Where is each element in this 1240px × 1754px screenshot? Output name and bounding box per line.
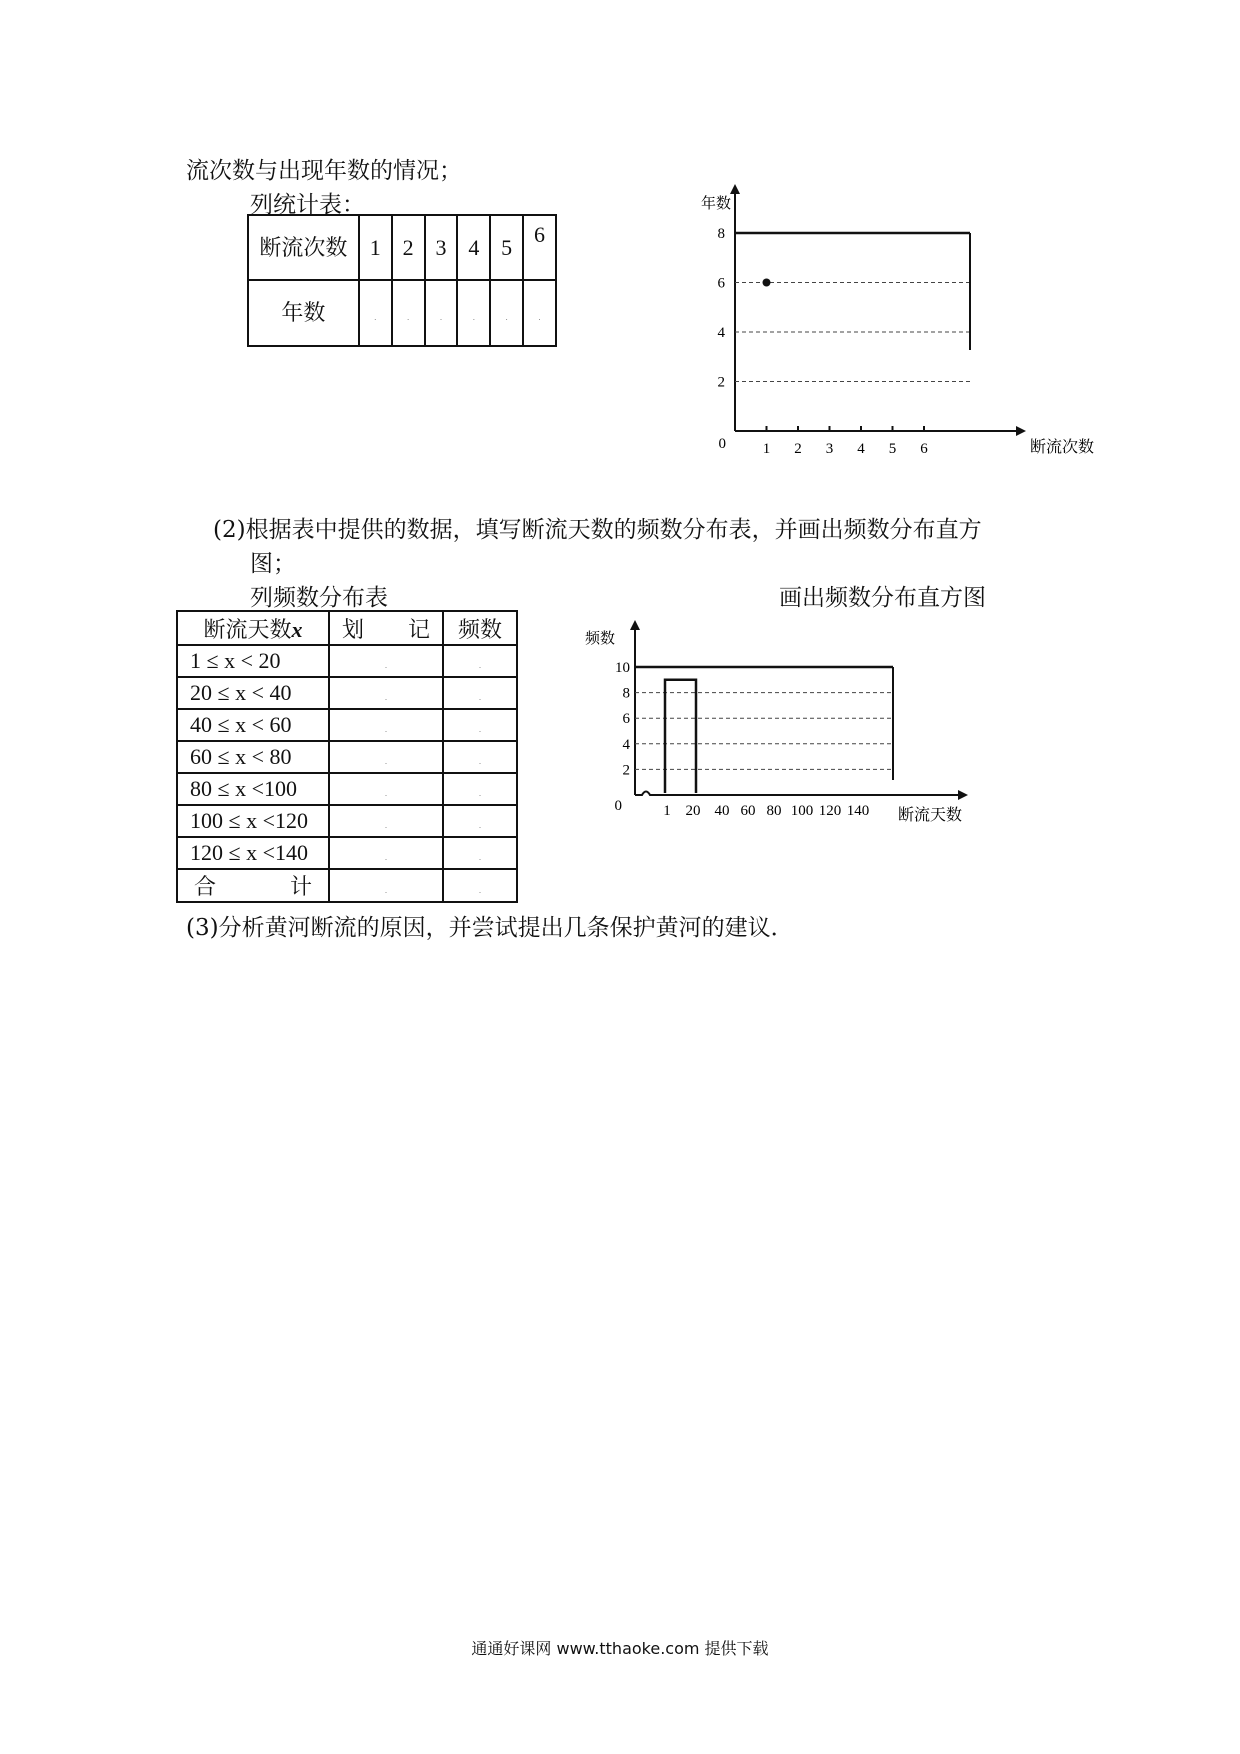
y-tick-label: 4: [622, 736, 630, 753]
cell-empty[interactable]: .: [490, 280, 523, 346]
cell-empty[interactable]: .: [392, 280, 425, 346]
y-tick-label: 2: [622, 762, 630, 779]
x-tick-label: 2: [794, 441, 802, 457]
freq-cell[interactable]: .: [443, 645, 517, 677]
x-tick-label: 4: [857, 441, 865, 457]
row-header-breaks: 断流次数: [248, 215, 359, 280]
question-2-line2: 图；: [250, 551, 296, 577]
freq-cell[interactable]: .: [443, 709, 517, 741]
row-label: 100 ≤ x <120: [177, 805, 329, 837]
row-label: 1 ≤ x < 20: [177, 645, 329, 677]
data-point: [763, 279, 771, 287]
freq-cell[interactable]: .: [443, 837, 517, 869]
x-tick-label: 80: [766, 803, 782, 819]
header-tally: 划 记: [329, 611, 443, 645]
tally-cell[interactable]: .: [329, 773, 443, 805]
cell-empty[interactable]: .: [523, 280, 556, 346]
row-label: 80 ≤ x <100: [177, 773, 329, 805]
stats-table: [247, 214, 557, 347]
y-tick-label: 6: [622, 711, 630, 728]
freq-cell[interactable]: .: [443, 741, 517, 773]
table-caption-1: 列统计表：: [250, 192, 365, 218]
x-tick-label: 20: [685, 803, 701, 819]
y-tick-label: 2: [717, 374, 725, 391]
tally-cell[interactable]: .: [329, 837, 443, 869]
row-label: 120 ≤ x <140: [177, 837, 329, 869]
y-tick-label: 10: [615, 660, 630, 676]
y-tick-label: 8: [622, 685, 630, 702]
freq-cell[interactable]: .: [443, 869, 517, 902]
x-tick-label: 6: [920, 441, 928, 457]
hist-caption: 画出频数分布直方图: [779, 585, 986, 611]
col-5: 5: [490, 215, 523, 280]
row-header-years: 年数: [248, 280, 359, 346]
total-label: 合 计: [177, 869, 329, 902]
tally-cell[interactable]: .: [329, 805, 443, 837]
x-tick-label: 1: [663, 803, 671, 819]
origin-label: 0: [718, 436, 726, 452]
x-tick-label: 40: [714, 803, 730, 819]
tally-cell[interactable]: .: [329, 645, 443, 677]
tally-cell[interactable]: .: [329, 741, 443, 773]
tally-cell[interactable]: .: [329, 709, 443, 741]
y-axis-arrow: [630, 620, 640, 630]
cell-empty[interactable]: .: [359, 280, 392, 346]
header-frequency: 频数: [443, 611, 517, 645]
y-axis-label: 年数: [701, 196, 732, 212]
x-axis-label: 断流天数: [898, 807, 963, 824]
y-axis-label: 频数: [585, 631, 616, 647]
y-tick-label: 6: [717, 275, 725, 292]
histogram-chart: [580, 620, 980, 824]
x-axis-arrow: [958, 790, 968, 800]
freq-cell[interactable]: .: [443, 773, 517, 805]
col-2: 2: [392, 215, 425, 280]
header-days: 断流天数x: [177, 611, 329, 645]
freq-table: [176, 610, 518, 903]
row-label: 40 ≤ x < 60: [177, 709, 329, 741]
tally-cell[interactable]: .: [329, 677, 443, 709]
row-label: 60 ≤ x < 80: [177, 741, 329, 773]
x-tick-label: 60: [740, 803, 756, 819]
col-3: 3: [425, 215, 458, 280]
x-tick-label: 140: [846, 803, 870, 819]
col-4: 4: [457, 215, 490, 280]
y-tick-label: 4: [717, 325, 725, 341]
row-label: 20 ≤ x < 40: [177, 677, 329, 709]
x-axis: [635, 792, 962, 796]
cell-empty[interactable]: .: [457, 280, 490, 346]
tally-cell[interactable]: .: [329, 869, 443, 902]
question-3: (3)分析黄河断流的原因，并尝试提出几条保护黄河的建议．: [186, 915, 794, 941]
y-tick-label: 8: [717, 226, 725, 242]
freq-cell[interactable]: .: [443, 805, 517, 837]
histogram-bar: [665, 680, 696, 793]
col-6: 6: [523, 215, 556, 280]
x-tick-label: 100: [790, 803, 814, 819]
cell-empty[interactable]: .: [425, 280, 458, 346]
intro-line: 流次数与出现年数的情况；: [186, 158, 462, 184]
x-axis-label: 断流次数: [1030, 439, 1095, 456]
x-tick-label: 3: [825, 441, 834, 457]
y-axis-arrow: [730, 184, 740, 194]
years-chart: [680, 186, 1095, 466]
freq-table-caption: 列频数分布表: [250, 585, 388, 611]
x-tick-label: 5: [888, 441, 897, 457]
freq-cell[interactable]: .: [443, 677, 517, 709]
origin-label: 0: [614, 798, 622, 814]
x-tick-label: 120: [818, 803, 842, 819]
col-1: 1: [359, 215, 392, 280]
x-axis-arrow: [1016, 426, 1026, 436]
footer: 通通好课网 www.tthaoke.com 提供下载: [471, 1639, 769, 1658]
x-tick-label: 1: [762, 441, 771, 457]
question-2-line1: (2)根据表中提供的数据，填写断流天数的频数分布表，并画出频数分布直方: [213, 517, 982, 543]
